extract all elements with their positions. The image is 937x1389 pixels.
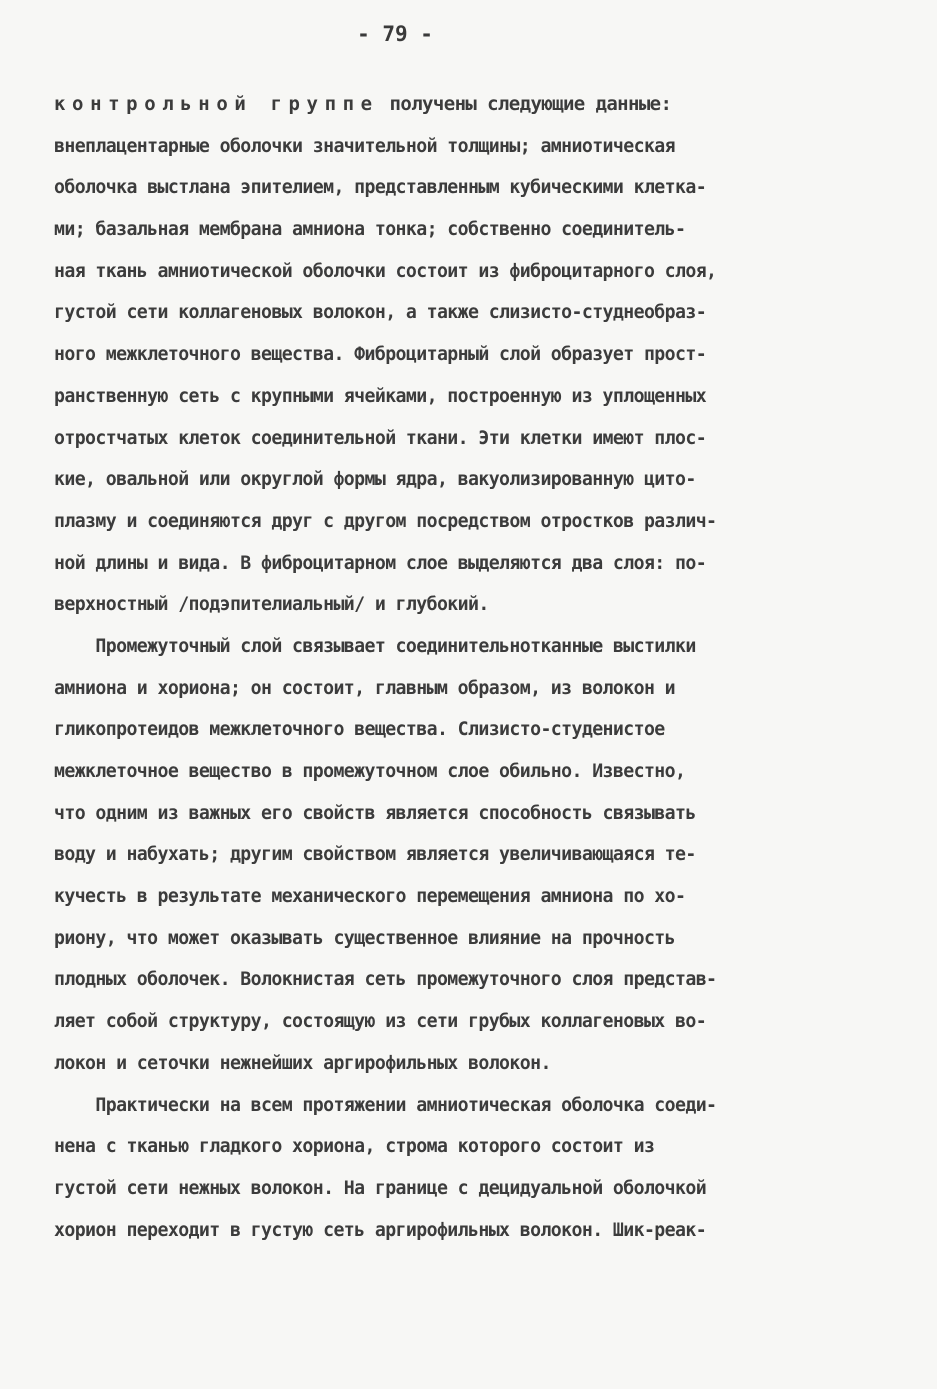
body-text — [54, 84, 884, 1251]
text-line: ного межклеточного вещества. Фиброцитарный слой образует прост- — [54, 344, 707, 366]
text-line: внеплацентарные оболочки значительной толщины; амниотическая — [54, 135, 675, 157]
text-line: Практически на всем протяжении амниотическая оболочка соеди- — [54, 1094, 717, 1116]
text-line: кие, овальной или округлой формы ядра, вакуолизированную цито- — [54, 469, 696, 491]
text-line: нена с тканью гладкого хориона, строма которого состоит из — [54, 1136, 655, 1158]
text-line: межклеточное вещество в промежуточном слое обильно. Известно, — [54, 761, 686, 782]
text-line: локон и сеточки нежнейших аргирофильных волокон. — [54, 1052, 551, 1074]
text-line: ной длины и вида. В фиброцитарном слое выделяются два слоя: по- — [54, 552, 707, 574]
text-line: плодных оболочек. Волокнистая сеть промежуточного слоя представ- — [54, 969, 717, 991]
text-line: что одним из важных его свойств является способность связывать — [54, 802, 696, 824]
text-line-rest: получены следующие данные: — [378, 93, 672, 115]
text-line: плазму и соединяются друг с другом посредством отростков различ- — [54, 510, 717, 532]
page-number: - 79 - — [357, 22, 433, 46]
text-line: оболочка выстлана эпителием, представленным кубическими клетка- — [54, 177, 707, 199]
text-line: гликопротеидов межклеточного вещества. Слизисто-студенистое — [54, 719, 665, 741]
text-line: амниона и хориона; он состоит, главным образом, из волокон и — [54, 677, 675, 699]
text-line: кучесть в результате механического перемещения амниона по хо- — [54, 886, 686, 908]
spaced-heading-text: контрольной группе — [54, 93, 379, 115]
text-line — [54, 84, 884, 126]
text-line: ная ткань амниотической оболочки состоит из фиброцитарного слоя, — [54, 260, 717, 282]
text-line: ранственную сеть с крупными ячейками, построенную из уплощенных — [54, 385, 707, 407]
text-line: риону, что может оказывать существенное влияние на прочность — [54, 927, 675, 949]
text-line: ляет собой структуру, состоящую из сети грубых коллагеновых во- — [54, 1011, 707, 1033]
text-line: густой сети коллагеновых волокон, а также слизисто-студнеобраз- — [54, 302, 707, 324]
text-line: густой сети нежных волокон. На границе с децидуальной оболочкой — [54, 1177, 707, 1199]
text-line: ми; базальная мембрана амниона тонка; собственно соединитель- — [54, 219, 686, 241]
text-line: отростчатых клеток соединительной ткани. Эти клетки имеют плос- — [54, 427, 707, 449]
text-line: воду и набухать; другим свойством является увеличивающаяся те- — [54, 844, 696, 866]
text-line: Промежуточный слой связывает соединительнотканные выстилки — [54, 635, 696, 657]
text-line: хорион переходит в густую сеть аргирофильных волокон. Шик-реак- — [54, 1219, 707, 1241]
text-line: верхностный /подэпителиальный/ и глубокий. — [54, 594, 489, 616]
